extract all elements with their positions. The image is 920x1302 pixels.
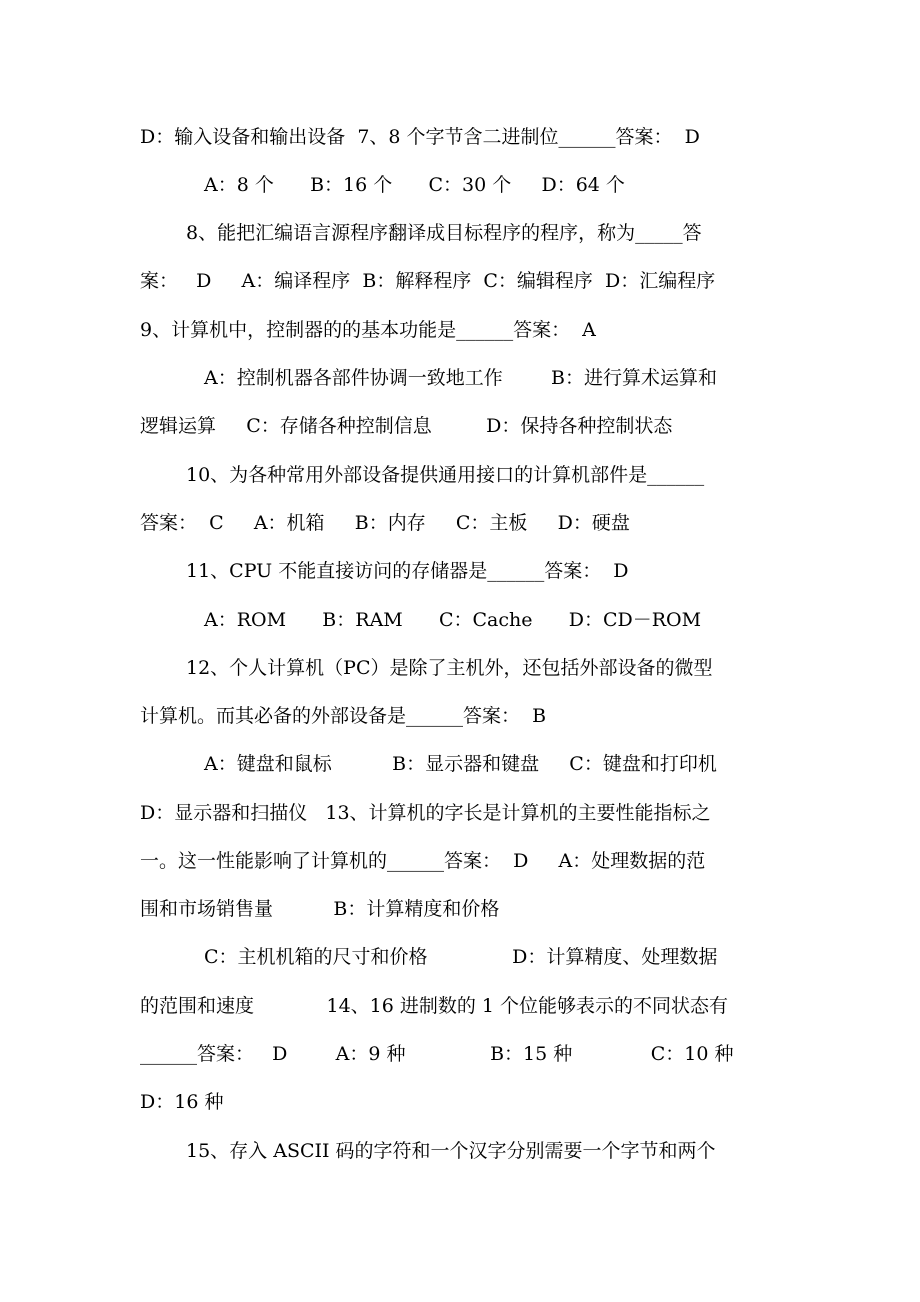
text-line: 答案： C A：机箱 B：内存 C：主板 D：硬盘 <box>140 512 630 534</box>
text-line: A：控制机器各部件协调一致地工作 B：进行算术运算和 <box>204 367 718 389</box>
text-line: 逻辑运算 C：存储各种控制信息 D：保持各种控制状态 <box>140 415 673 437</box>
question-15: 15、存入 ASCII 码的字符和一个汉字分别需要一个字节和两个 <box>186 1140 716 1162</box>
text-line: 围和市场销售量 B：计算精度和价格 <box>140 898 500 920</box>
text-line: 一。这一性能影响了计算机的______答案： D A：处理数据的范 <box>140 850 706 872</box>
text-line: D：16 种 <box>140 1091 224 1113</box>
question-9: 9、计算机中，控制器的的基本功能是______答案： A <box>140 319 596 341</box>
text-line: 的范围和速度 14、16 进制数的 1 个位能够表示的不同状态有 <box>140 995 729 1017</box>
question-11: 11、CPU 不能直接访问的存储器是______答案： D <box>186 560 629 582</box>
text-line: ______答案： D A：9 种 B：15 种 C：10 种 <box>140 1043 734 1065</box>
text-line: A：ROM B：RAM C：Cache D：CD－ROM <box>204 609 702 631</box>
question-12: 12、个人计算机（PC）是除了主机外，还包括外部设备的微型 <box>186 657 713 679</box>
text-line: A：8 个 B：16 个 C：30 个 D：64 个 <box>204 174 625 196</box>
text-line: 计算机。而其必备的外部设备是______答案： B <box>140 705 547 727</box>
text-line: C：主机机箱的尺寸和价格 D：计算精度、处理数据 <box>204 946 718 968</box>
text-line: D：输入设备和输出设备 7、8 个字节含二进制位______答案： D <box>140 126 700 148</box>
text-line: A：键盘和鼠标 B：显示器和键盘 C：键盘和打印机 <box>204 753 717 775</box>
question-8: 8、能把汇编语言源程序翻译成目标程序的程序，称为_____答 <box>186 222 702 244</box>
text-line: 案： D A：编译程序 B：解释程序 C：编辑程序 D：汇编程序 <box>140 270 716 292</box>
text-line: D：显示器和扫描仪 13、计算机的字长是计算机的主要性能指标之 <box>140 802 711 824</box>
question-10: 10、为各种常用外部设备提供通用接口的计算机部件是______ <box>186 464 705 486</box>
